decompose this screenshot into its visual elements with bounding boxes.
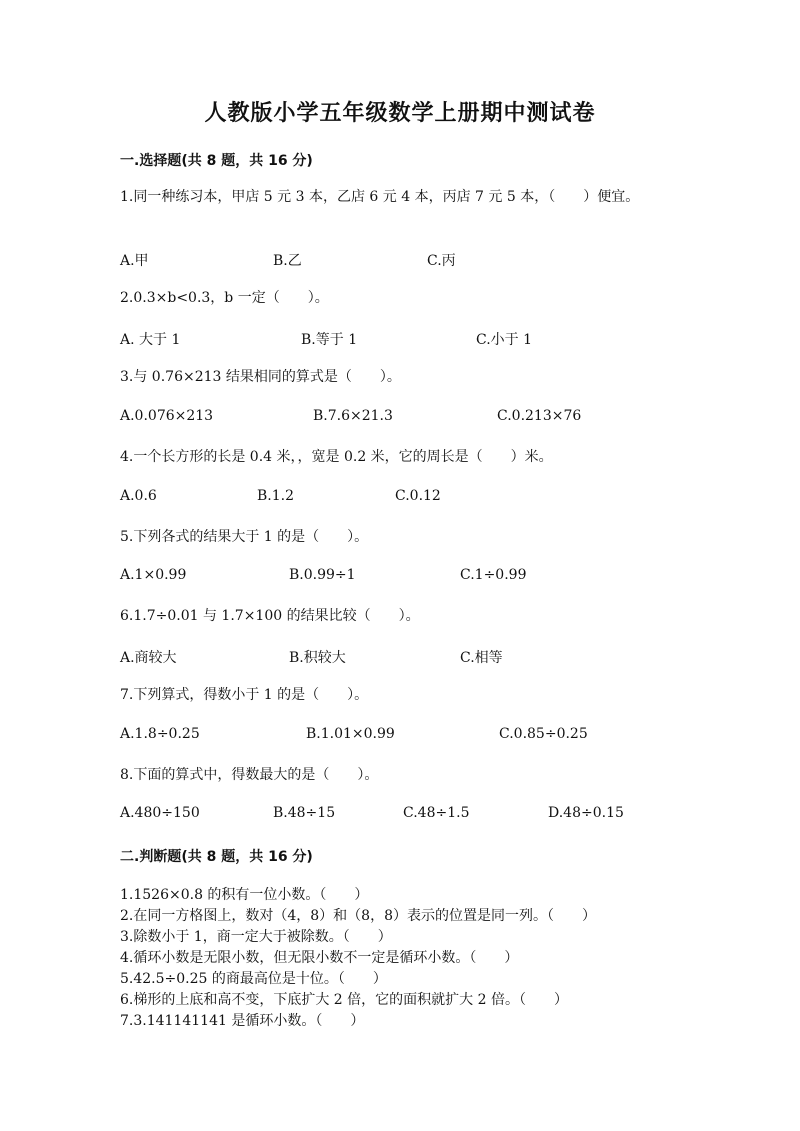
q8-option-b: B.48÷15 bbox=[273, 805, 336, 821]
q2-option-b: B.等于 1 bbox=[301, 332, 358, 348]
judge-item-2: 2.在同一方格图上，数对（4，8）和（8，8）表示的位置是同一列。（ ） bbox=[120, 908, 596, 924]
q3-option-a: A.0.076×213 bbox=[120, 408, 214, 424]
q6-option-c: C.相等 bbox=[460, 650, 503, 666]
section-heading-judge: 二.判断题(共 8 题，共 16 分) bbox=[120, 849, 313, 865]
q6-option-a: A.商较大 bbox=[120, 650, 177, 666]
q8-option-d: D.48÷0.15 bbox=[548, 805, 624, 821]
q3-option-b: B.7.6×21.3 bbox=[313, 408, 393, 424]
question-8: 8.下面的算式中，得数最大的是（ ）。 bbox=[120, 767, 379, 783]
q1-option-a: A.甲 bbox=[120, 253, 149, 269]
question-2: 2.0.3×b<0.3，b 一定（ ）。 bbox=[120, 290, 329, 306]
judge-item-4: 4.循环小数是无限小数，但无限小数不一定是循环小数。（ ） bbox=[120, 950, 519, 966]
q2-option-c: C.小于 1 bbox=[476, 332, 533, 348]
q8-option-c: C.48÷1.5 bbox=[403, 805, 470, 821]
section-heading-choice: 一.选择题(共 8 题，共 16 分) bbox=[120, 153, 313, 169]
q7-option-c: C.0.85÷0.25 bbox=[499, 726, 588, 742]
q4-option-c: C.0.12 bbox=[395, 488, 441, 504]
question-3: 3.与 0.76×213 结果相同的算式是（ ）。 bbox=[120, 369, 401, 385]
q7-option-a: A.1.8÷0.25 bbox=[120, 726, 200, 742]
q8-option-a: A.480÷150 bbox=[120, 805, 200, 821]
judge-item-6: 6.梯形的上底和高不变，下底扩大 2 倍，它的面积就扩大 2 倍。（ ） bbox=[120, 992, 568, 1008]
q5-option-c: C.1÷0.99 bbox=[460, 567, 527, 583]
question-5: 5.下列各式的结果大于 1 的是（ ）。 bbox=[120, 529, 369, 545]
q5-option-b: B.0.99÷1 bbox=[289, 567, 356, 583]
q1-option-b: B.乙 bbox=[273, 253, 302, 269]
q7-option-b: B.1.01×0.99 bbox=[306, 726, 395, 742]
judge-item-7: 7.3.141141141 是循环小数。（ ） bbox=[120, 1013, 365, 1029]
q6-option-b: B.积较大 bbox=[289, 650, 346, 666]
judge-item-5: 5.42.5÷0.25 的商最高位是十位。（ ） bbox=[120, 971, 387, 987]
q2-option-a: A. 大于 1 bbox=[120, 332, 181, 348]
q4-option-b: B.1.2 bbox=[257, 488, 295, 504]
question-7: 7.下列算式，得数小于 1 的是（ ）。 bbox=[120, 687, 369, 703]
q5-option-a: A.1×0.99 bbox=[120, 567, 187, 583]
question-6: 6.1.7÷0.01 与 1.7×100 的结果比较（ ）。 bbox=[120, 608, 420, 624]
question-4: 4.一个长方形的长是 0.4 米，，宽是 0.2 米，它的周长是（ ）米。 bbox=[120, 449, 553, 465]
question-1: 1.同一种练习本，甲店 5 元 3 本，乙店 6 元 4 本，丙店 7 元 5 本，（ ）便宜。 bbox=[120, 189, 640, 205]
judge-item-3: 3.除数小于 1，商一定大于被除数。（ ） bbox=[120, 929, 392, 945]
page-title: 人教版小学五年级数学上册期中测试卷 bbox=[204, 101, 596, 126]
judge-item-1: 1.1526×0.8 的积有一位小数。（ ） bbox=[120, 887, 369, 903]
q3-option-c: C.0.213×76 bbox=[497, 408, 582, 424]
q1-option-c: C.丙 bbox=[427, 253, 456, 269]
q4-option-a: A.0.6 bbox=[120, 488, 157, 504]
